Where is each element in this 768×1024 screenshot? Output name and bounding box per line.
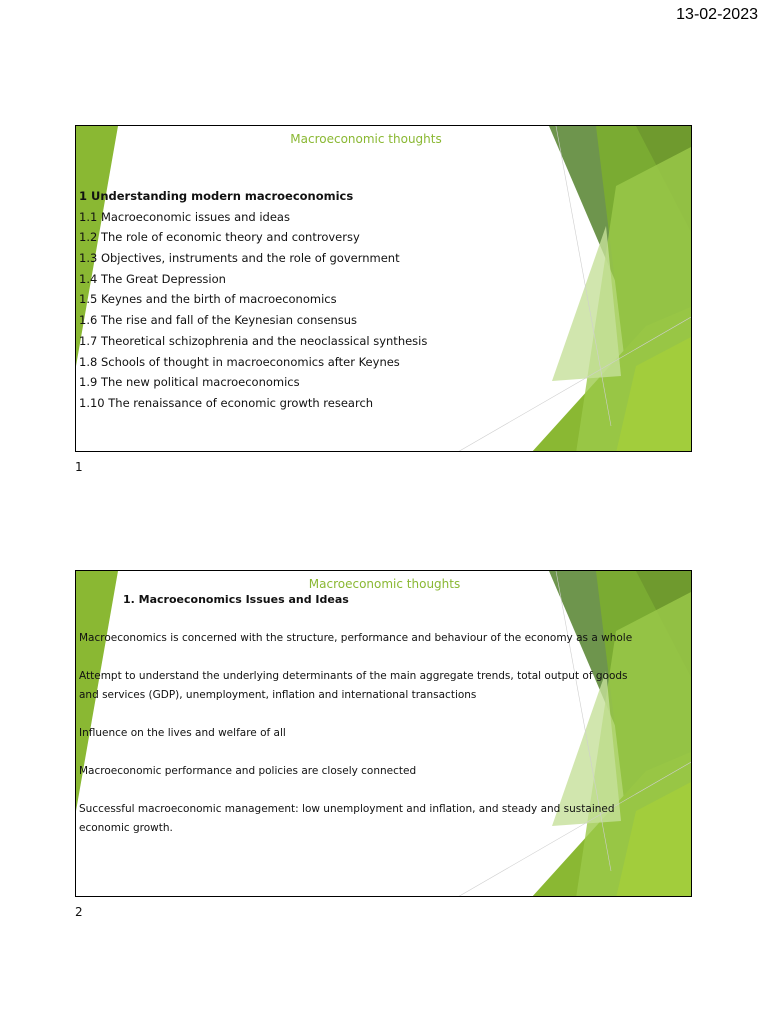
slide-2-heading: 1. Macroeconomics Issues and Ideas	[123, 593, 349, 606]
paragraph: Attempt to understand the underlying determinants of the main aggregate trends, total output of goods and services (GDP), unemployment, inflation and international transactions	[79, 670, 628, 701]
document-date: 13-02-2023	[676, 6, 758, 23]
paragraph: Macroeconomics is concerned with the structure, performance and behaviour of the economy as a whole	[79, 632, 633, 644]
slide-1-title: Macroeconomic thoughts	[290, 132, 442, 146]
toc-item: 1.9 The new political macroeconomics	[79, 375, 300, 390]
toc-item: 1.4 The Great Depression	[79, 271, 226, 286]
page-number-1: 1	[75, 460, 83, 474]
toc-item: 1 Understanding modern macroeconomics	[79, 189, 354, 203]
toc-item: 1.10 The renaissance of economic growth research	[79, 395, 374, 410]
slide-1	[75, 125, 692, 452]
toc-item: 1.2 The role of economic theory and controversy	[79, 230, 360, 245]
slide-2	[75, 570, 692, 897]
slide-2-title: Macroeconomic thoughts	[308, 577, 461, 591]
page-number-2: 2	[75, 905, 83, 919]
toc-item: 1.8 Schools of thought in macroeconomics after Keynes	[79, 354, 400, 369]
toc-item: 1.3 Objectives, instruments and the role of government	[79, 251, 400, 266]
paragraph: Macroeconomic performance and policies are closely connected	[79, 765, 417, 777]
slide-2-body	[79, 629, 634, 857]
paragraph: Successful macroeconomic management: low unemployment and inflation, and steady and sustained economic growth.	[79, 803, 615, 834]
toc-item: 1.1 Macroeconomic issues and ideas	[79, 209, 290, 224]
toc-item: 1.5 Keynes and the birth of macroeconomics	[79, 292, 337, 307]
toc-list	[79, 186, 427, 414]
toc-item: 1.7 Theoretical schizophrenia and the neoclassical synthesis	[79, 333, 428, 348]
toc-item: 1.6 The rise and fall of the Keynesian consensus	[79, 313, 357, 328]
paragraph: Influence on the lives and welfare of all	[79, 727, 286, 739]
